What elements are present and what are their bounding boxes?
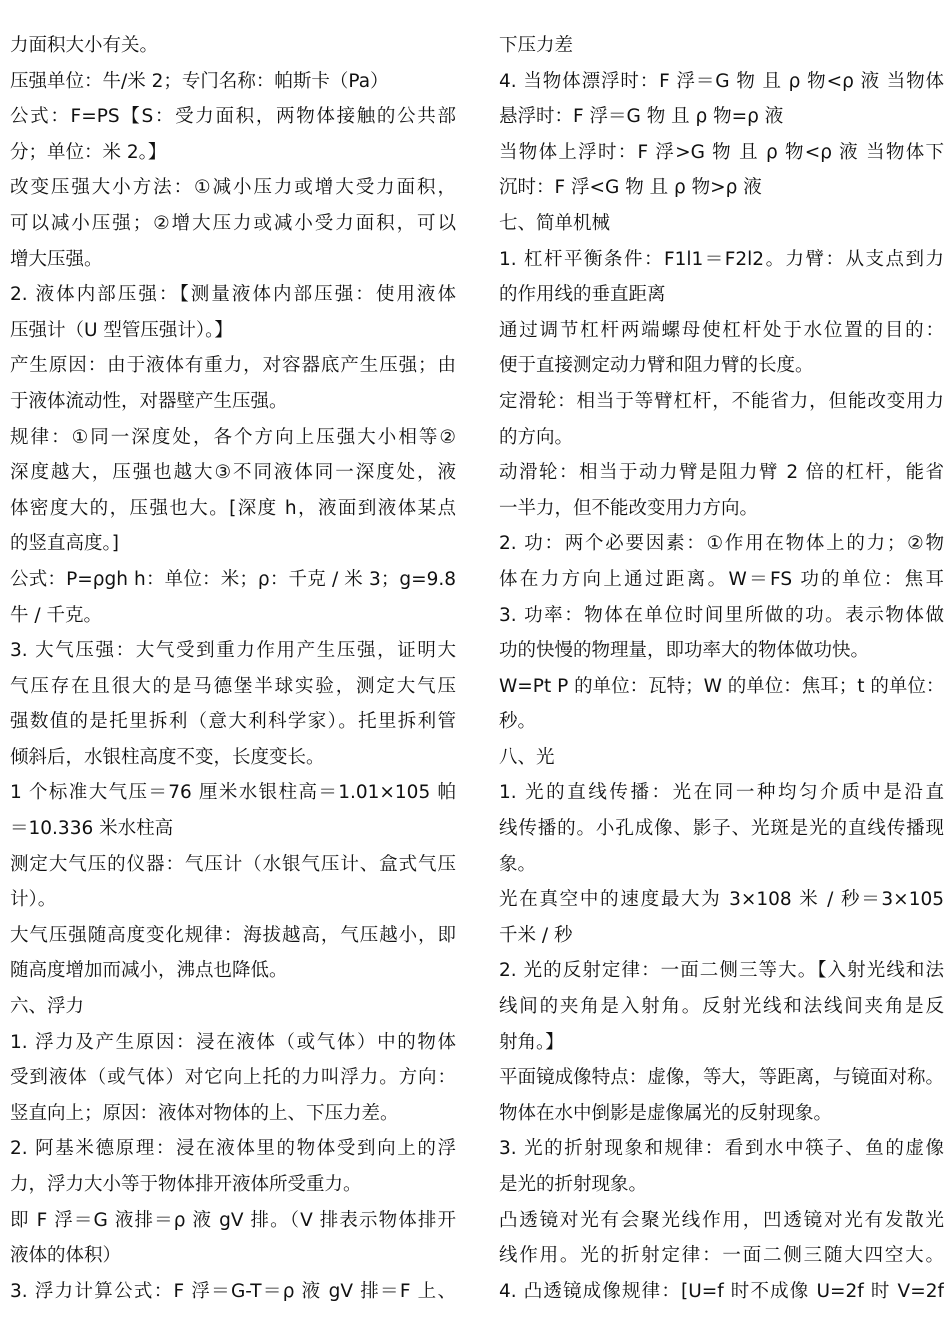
text-line: 气压存在且很大的是马德堡半球实验，测定大气压 [10,675,456,697]
text-line: 功的快慢的物理量，即功率大的物体做功快。 [499,640,870,662]
text-line: 线传播的。小孔成像、影子、光斑是光的直线传播现 [499,818,944,840]
text-line: 动滑轮：相当于动力臂是阻力臂 2 倍的杠杆，能省 [499,462,944,484]
text-line: 体在力方向上通过距离。W＝FS 功的单位：焦耳 [499,568,944,590]
text-line: 下压力差 [499,35,574,56]
text-line: 1 个标准大气压＝76 厘米水银柱高＝1.01×105 帕 [10,782,456,804]
text-line: 凸透镜对光有会聚光线作用，凹透镜对光有发散光 [499,1209,944,1231]
left-column [10,28,456,1309]
text-line: 公式：F=PS【S：受力面积，两物体接触的公共部 [10,106,456,128]
text-line: 液体的体积） [10,1245,122,1267]
text-line: 1. 浮力及产生原因：浸在液体（或气体）中的物体 [10,1031,456,1053]
text-line: 2. 液体内部压强：【测量液体内部压强：使用液体 [10,284,456,306]
text-line: 大气压强随高度变化规律：海拔越高，气压越小，即 [10,924,456,946]
text-line: 随高度增加而减小，沸点也降低。 [10,960,288,982]
text-line: 光在真空中的速度最大为 3×108 米 / 秒＝3×105 [499,889,944,911]
text-line: 改变压强大小方法：①减小压力或增大受力面积， [10,177,456,199]
text-line: 3. 浮力计算公式：F 浮＝G-T＝ρ 液 gV 排＝F 上、 [10,1280,456,1302]
text-line: 2. 功：两个必要因素：①作用在物体上的力；②物 [499,533,944,555]
text-line: 的作用线的垂直距离 [499,284,666,306]
text-line: 平面镜成像特点：虚像，等大，等距离，与镜面对称。 [499,1067,944,1089]
text-line: W=Pt P 的单位：瓦特；W 的单位：焦耳；t 的单位： [499,675,944,697]
text-line: 于液体流动性，对器壁产生压强。 [10,390,288,412]
text-line: 公式：P=ρgh h：单位：米；ρ：千克 / 米 3；g=9.8 [10,568,456,590]
text-line: 的竖直高度。] [10,533,119,555]
text-line: 计）。 [10,889,57,911]
section-heading: 七、简单机械 [499,212,611,234]
text-line: 增大压强。 [10,248,103,270]
text-line: 物体在水中倒影是虚像属光的反射现象。 [499,1102,833,1124]
text-line: 1. 杠杆平衡条件：F1l1＝F2l2。力臂：从支点到力 [499,248,944,270]
text-line: 可以减小压强；②增大压力或减小受力面积，可以 [10,212,456,234]
text-line: 强数值的是托里拆利（意大利科学家）。托里拆利管 [10,711,456,733]
section-heading: 六、浮力 [10,996,85,1018]
text-line: 2. 阿基米德原理：浸在液体里的物体受到向上的浮 [10,1138,456,1160]
text-line: 测定大气压的仪器：气压计（水银气压计、盒式气压 [10,853,456,875]
text-line: ＝10.336 米水柱高 [10,818,174,840]
text-line: 1. 光的直线传播：光在同一种均匀介质中是沿直 [499,782,944,804]
text-line: 4. 凸透镜成像规律：[U=f 时不成像 U=2f 时 V=2f [499,1280,944,1302]
text-line: 分；单位：米 2。】 [10,141,167,163]
text-line: 压强计（U 型管压强计）。】 [10,319,233,341]
text-line: 即 F 浮＝G 液排＝ρ 液 gV 排。（V 排表示物体排开 [10,1209,456,1231]
text-line: 力面积大小有关。 [10,35,159,56]
text-line: 通过调节杠杆两端螺母使杠杆处于水位置的目的： [499,319,944,341]
text-line: 产生原因：由于液体有重力，对容器底产生压强；由 [10,355,456,377]
text-line: 定滑轮：相当于等臂杠杆，不能省力，但能改变用力 [499,390,944,412]
text-line: 牛 / 千克。 [10,604,102,626]
text-line: 一半力，但不能改变用力方向。 [499,497,759,519]
text-line: 射角。】 [499,1031,564,1053]
text-line: 象。 [499,853,537,875]
text-line: 悬浮时：F 浮＝G 物 且 ρ 物=ρ 液 [499,106,784,128]
text-line: 深度越大，压强也越大③不同液体同一深度处，液 [10,462,456,484]
text-line: 体密度大的，压强也大。[深度 h，液面到液体某点 [10,497,456,519]
text-line: 线间的夹角是入射角。反射光线和法线间夹角是反 [499,996,944,1018]
text-line: 倾斜后，水银柱高度不变，长度变长。 [10,746,325,768]
text-line: 竖直向上；原因：液体对物体的上、下压力差。 [10,1102,399,1124]
text-line: 线作用。光的折射定律：一面二侧三随大四空大。 [499,1245,944,1267]
text-line: 是光的折射现象。 [499,1174,648,1195]
text-line: 3. 大气压强：大气受到重力作用产生压强，证明大 [10,640,456,662]
text-line: 力，浮力大小等于物体排开液体所受重力。 [10,1174,362,1195]
text-line: 秒。 [499,711,537,733]
text-line: 千米 / 秒 [499,924,573,946]
text-line: 规律：①同一深度处，各个方向上压强大小相等② [10,426,456,448]
text-line: 受到液体（或气体）对它向上托的力叫浮力。方向： [10,1067,456,1089]
text-line: 当物体上浮时：F 浮>G 物 且 ρ 物<ρ 液 当物体下 [499,141,944,163]
text-line: 3. 功率：物体在单位时间里所做的功。表示物体做 [499,604,944,626]
right-column [499,28,944,1309]
text-line: 4. 当物体漂浮时：F 浮＝G 物 且 ρ 物<ρ 液 当物体 [499,70,944,92]
text-line: 沉时：F 浮<G 物 且 ρ 物>ρ 液 [499,177,762,199]
text-line: 压强单位：牛/米 2；专门名称：帕斯卡（Pa） [10,70,389,92]
text-line: 便于直接测定动力臂和阻力臂的长度。 [499,355,814,377]
text-line: 3. 光的折射现象和规律：看到水中筷子、鱼的虚像 [499,1138,944,1160]
text-line: 的方向。 [499,426,574,448]
text-line: 2. 光的反射定律：一面二侧三等大。【入射光线和法 [499,960,944,982]
section-heading: 八、光 [499,746,555,768]
